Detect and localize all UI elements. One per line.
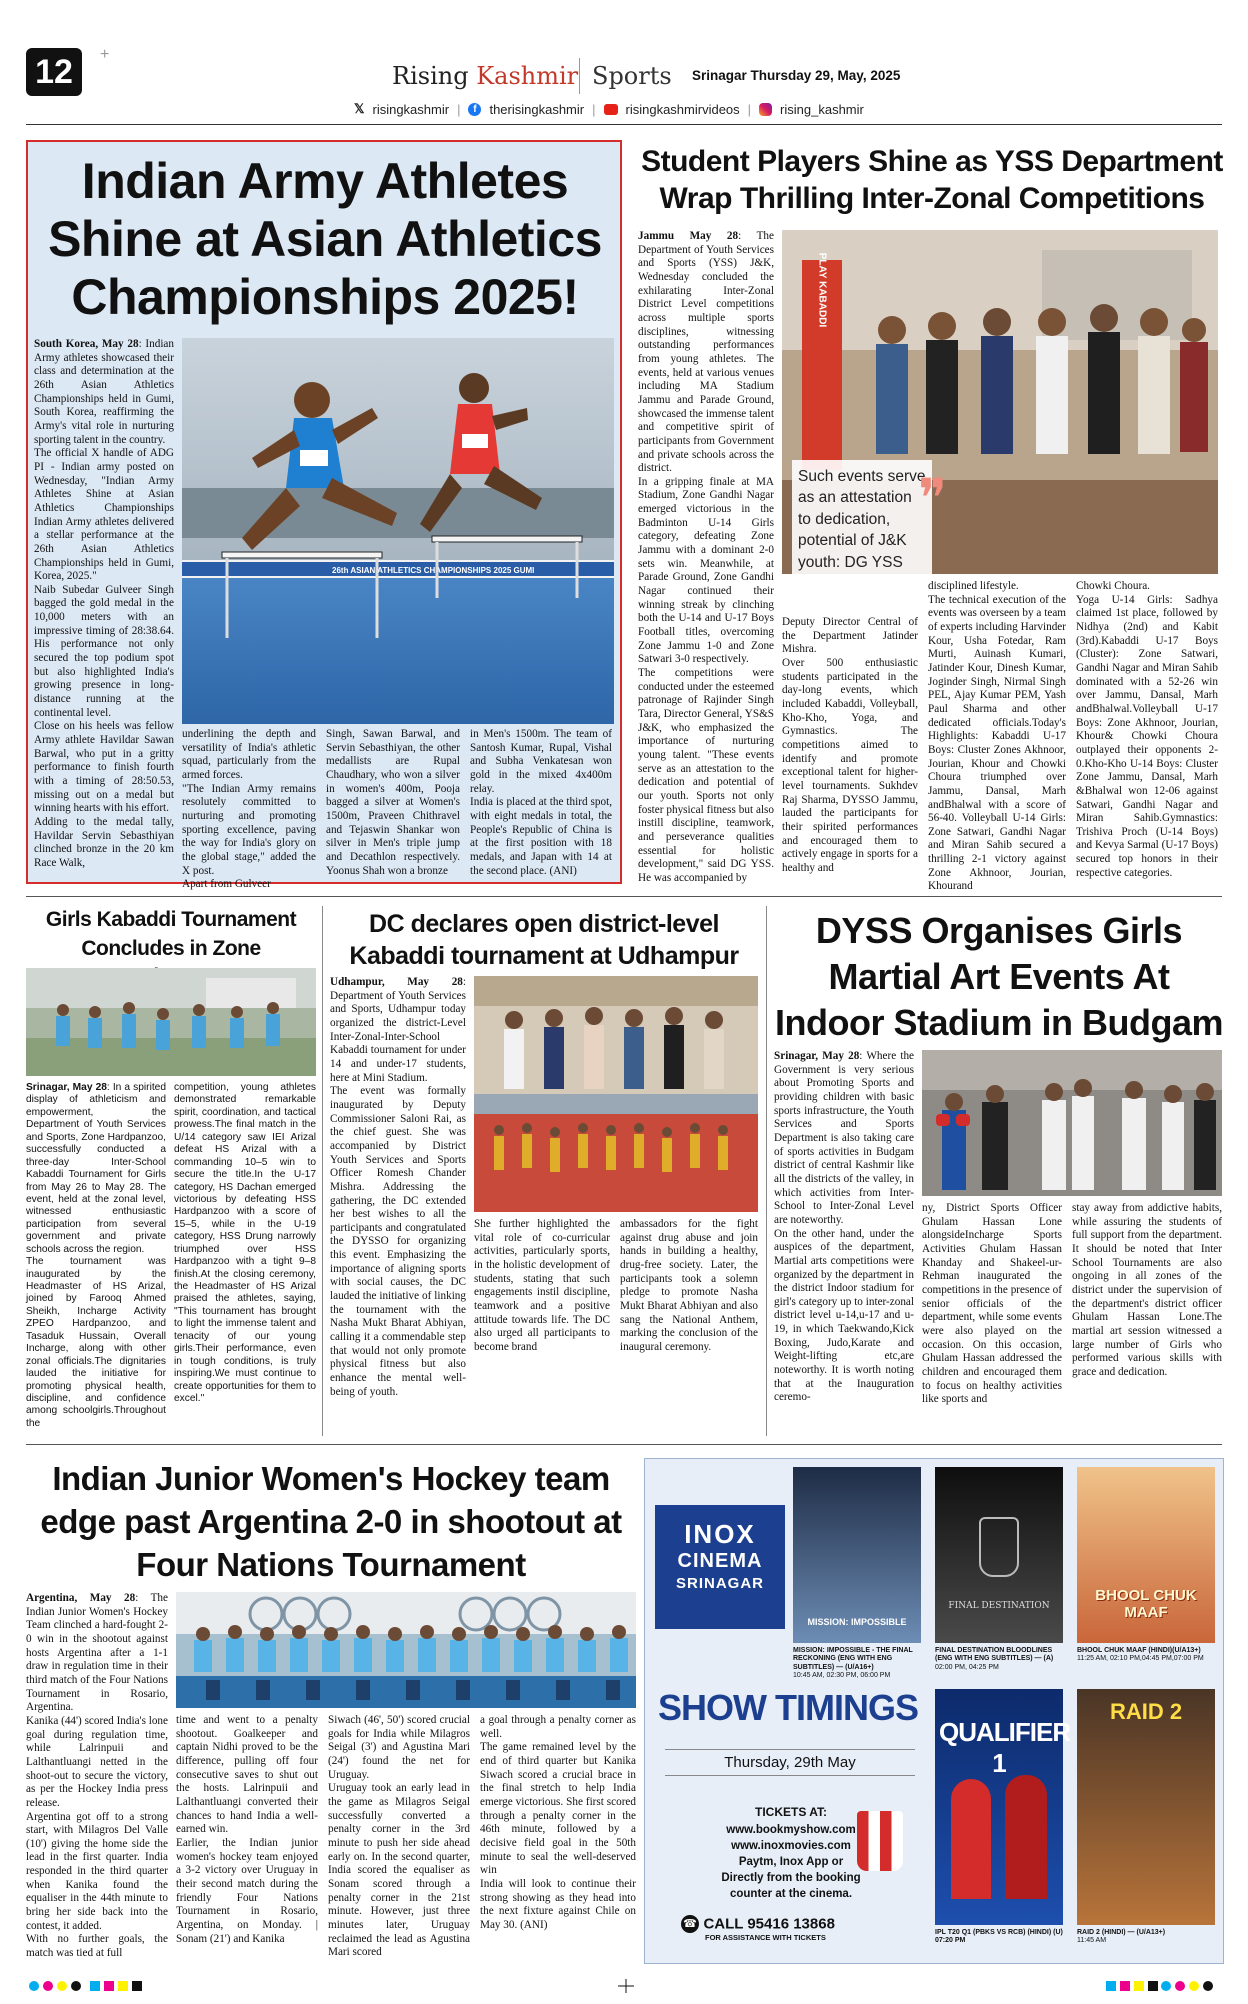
movie-caption: MISSION: IMPOSSIBLE - THE FINAL RECKONING (ENG WITH ENG SUBTITLES) — (U/A16+) 10:45 AM, 02:30 PM, 06:00 PM [793,1647,913,1680]
story-army-dateline: South Korea, May 28 [34,338,139,350]
movie-caption: IPL T20 Q1 (PBKS VS RCB) (HINDI) (U) 07:20 PM [935,1929,1063,1945]
poster-qualifier-1[interactable] [935,1689,1071,1925]
section-rule [26,1444,1222,1445]
tickets-title: TICKETS AT: [755,1805,827,1819]
social-bar: 𝕏 risingkashmir | f therisingkashmir | risingkashmirvideos | rising_kashmir [354,101,864,117]
story-udhampur-text: : Department of Youth Services and Sports, Udhampur today organized the district-Level Inter-Zonal-Inter-School Kabaddi tournament for under 14 and under-17 students, here at Mini Stadium. The event was formally inaugurated by Deputy Commissioner Saloni Rai, as the chief guest. She was accompanied by District Youth Services and Sports Officer Romesh Chander Mishra. Addressing the gathering, the DC extended her best wishes to all the participants and congratulated the DYSSO for organizing this event. Emphasizing the importance of aligning sports with social causes, the DC lauded the initiative of linking the tournament with the Nasha Mukt Bharat Abhiyan, calling it a commendable step that would not only promote physical fitness but also enhance the mental well-being of youth. [330,976,466,1398]
story-budgam-col3: stay away from addictive habits, while assuring the students of full support from the department. It should be noted that Inter School Tournaments are also ongoing in all zones of the district under the supervision of the department's district officer Ghulam Hassan Lone.The martial art session witnessed a large number of Girls who performed various skills with grace and dedication. [1072,1202,1222,1378]
section-rule [26,896,1222,897]
story-udhampur-col3: ambassadors for the fight against drug abuse and join hands in building a healthy, drug-free society. Later, the participants took a solemn pledge to promote Nasha Mukt Bharat Abhiyan and also sang the National Anthem, marking the conclusion of the inaugural ceremony. [620,1218,758,1353]
poster-title: RAID 2 [1109,1699,1183,1724]
story-army-col4: in Men's 1500m. The team of Santosh Kumar, Rupal, Vishal and Subha Venkatesan won gold in the mixed 4x400m relay. India is placed at the third spot, with eight medals in total, the People's Republic of China is at the first position with 18 medals, and Japan with 14 at the second place. (ANI) [470,728,612,877]
photo-girls-kabaddi [26,968,316,1076]
ticket-source: Directly from the booking [721,1872,861,1885]
story-yss-col1 [638,230,774,884]
column-rule [322,906,323,1436]
photo-hockey-team [176,1592,636,1708]
hockey-team-photo [176,1592,636,1708]
story-hockey-headline: Indian Junior Women's Hockey team edge past Argentina 2-0 in shootout at Four Nations Tournament [40,1460,622,1583]
poster-title: BHOOL CHUK MAAF [1095,1587,1197,1621]
photo-banner: 26th ASIAN ATHLETICS CHAMPIONSHIPS 2025 GUMI [332,566,535,575]
story-budgam-headline: DYSS Organises Girls Martial Art Events At Indoor Stadium in Budgam [775,910,1223,1044]
show-timings-title: SHOW TIMINGS [658,1687,918,1728]
story-hardpanzoo-text: : In a spirited display of athleticism and empowerment, the Department of Youth Services and Sports, Zone Hardpanzoo, successfully conducted a three-day Inter-School Kabaddi Tournament for Girls from May 26 to May 28. The event, held at the zonal level, witnessed enthusiastic participation from several government and private schools across the region. The tournament was inaugurated by the Headmaster of HS Arizal, joined by Farooq Ahmed Sheikh, Incharge Activity ZPEO Hardpanzoo, and Tasaduk Hussain, Overall Incharge, along with other zonal officials.The dignitaries lauded the initiative for promoting physical health, discipline, and confidence among schoolgirls.Throughout the [26,1082,166,1429]
social-handle[interactable]: risingkashmirvideos [625,101,740,117]
popcorn-icon [857,1811,903,1871]
movie-caption: RAID 2 (HINDI) — (U/A13+) 11:45 AM [1077,1929,1166,1945]
story-udhampur-dateline: Udhampur, May 28 [330,976,463,988]
photo-hurdlers [182,338,614,724]
story-army-headline: Indian Army Athletes Shine at Asian Athletics Championships 2025! [48,153,602,325]
story-hockey-col3: Siwach (46', 50') scored crucial goals for India while Milagros Seigal (3') and Agustina Mari (24') found the net for Uruguay. Uruguay took an early lead in the game as Milagros Seigal successfully converted a penalty corner in the 3rd minute to push her side ahead early on. In the second quarter, India scored the equaliser as Sonam scored through a penalty corner in the 21st minute. However, just three minutes later, Uruguay reclaimed the lead as Agustina Mari scored [328,1714,470,1959]
photo-banner: PLAY KABADDI [816,252,828,328]
photo-udhampur [474,976,758,1212]
story-army-col3: Singh, Sawan Barwal, and Servin Sebasthiyan, the other medallists are Rupal Chaudhary, who won a silver in women's 400m, Pooja bagged a silver at Women's 1500m, Praveen Chithravel and Tejaswin Shankar won silver in Men's triple jump and Decathlon respectively. Yoonus Shah won a bronze [326,728,460,877]
social-handle[interactable]: rising_kashmir [780,101,864,117]
story-hockey-col1 [26,1592,168,1962]
call-number: CALL 95416 13868 [703,1915,835,1933]
story-hardpanzoo-headline: Girls Kabaddi Tournament Concludes in Zone [45,908,297,960]
poster-bhool-chuk-maaf[interactable] [1077,1467,1215,1643]
phone-icon: ☎ [681,1915,699,1933]
movie-caption: BHOOL CHUK MAAF (HINDI)(U/A13+) 11:25 AM, 02:10 PM,04:45 PM,07:00 PM [1077,1647,1204,1663]
story-hockey-text: : The Indian Junior Women's Hockey Team clinched a hard-fought 2-0 win in the shootout against hosts Argentina after a 1-1 draw in regulation time in their third match of the Four Nations Tournament in Rosario, Argentina. Kanika (44') scored India's lone goal during regulation time, while Lalrinpuii and Lalthantluangi netted in the shoot-out to secure the victory, as per the Hockey India press release. Argentina got off to a strong start, with Milagros Del Valle (10') giving the home side the lead in the first quarter. India responded in the third quarter when Kanika found the equaliser in the 44th minute to bring her side back into the contest, it added. With no further goals, the match was tied at full [26,1592,168,1960]
story-hockey-col2: time and went to a penalty shootout. Goalkeeper and captain Nidhi proved to be the difference, pulling off four consecutive saves to shut out the hosts. Lalrinpuii and Lalthantluangi converted their chances to hand India a well-earned win. Earlier, the Indian junior women's hockey team enjoyed a 3-2 victory over Uruguay in their second match during the friendly Four Nations Tournament in Rosario, Argentina, on Monday. | Sonam (21') and Kanika [176,1714,318,1945]
show-date: Thursday, 29th May [665,1749,915,1776]
x-icon: 𝕏 [354,101,365,116]
section-name: Sports [592,62,672,90]
poster-title: FINAL DESTINATION [948,1601,1050,1611]
inox-brand: INOX [684,1519,756,1549]
story-hockey-dateline: Argentina, May 28 [26,1592,136,1604]
ticket-source: counter at the cinema. [729,1888,853,1901]
story-budgam-dateline: Srinagar, May 28 [774,1050,860,1062]
page-number-box [26,48,82,96]
pull-quote-text: Such events serve as an attestation to dedication, potential of J&K youth: DG YSS [798,468,926,571]
poster-mission-impossible[interactable] [793,1467,921,1643]
column-rule [766,906,767,1436]
ticket-source[interactable]: www.bookmyshow.com [726,1824,856,1836]
story-yss-col3: disciplined lifestyle. The technical execution of the events was overseen by a team of experts including Harvinder Kour, Usha Fotedar, Ram Murti, Auinash Kumari, Jatinder Kour, Dinesh Kumar, Joginder Singh, Nirmal Singh PEL, Ajay Kumar PEM, Yash Paul Sharma and other dedicated officials.Today's Highlights: Kabaddi U-17 Boys: Cluster Zones Akhnoor, Jourian, Khour and Chowki Choura triumphed over Jammu, Dansal, Marh andBhalwal with a score of 56-40. Volleyball U-14 Girls: Zone Satwari, Gandhi Nagar and Miran Sahib secured a thrilling 2-1 victory against Zone Akhnoor, Jourian, Khourand [928,580,1066,893]
story-budgam-col1 [774,1050,914,1436]
story-army-col2: underlining the depth and versatility of India's athletic squad, particularly from the armed forces. "The Indian Army remains resolutely committed to nurturing and promoting sporting excellence, paving the way for India's glory on the global stage," added the X post. Apart from Gulveer [182,728,316,891]
poster-title: MISSION: IMPOSSIBLE [807,1617,907,1627]
story-udhampur-col1 [330,976,466,1436]
hurdlers-photo [182,338,614,724]
story-budgam-text: : Where the Government is very serious about Promoting Sports and providing children with basic sports infrastructure, the Youth Services and Sports Department is also taking care of sports activities in Budgam district of central Kashmir like all the districts of the valley, in which activities from Inter-School to Inter-Zonal Level are noteworthy. On the other hand, under the auspices of the department, Martial arts competitions were organized by the department in the district Indoor stadium for girl's category up to inter-zonal district level u-14,u-17 and u-19, in which Taekwando,Kick Boxing, Judo,Karate and Weight-lifting etc,are noteworthy. It is worth noting that at the Inauguration ceremo- [774,1050,915,1404]
poster-final-destination[interactable] [935,1467,1063,1643]
girls-kabaddi-photo [26,968,316,1076]
color-bar [26,1979,1222,1993]
story-hardpanzoo-col1 [26,1082,166,1436]
youtube-icon [604,104,618,115]
poster-raid-2[interactable] [1077,1689,1215,1925]
photo-budgam [922,1050,1222,1196]
story-udhampur-col2: She further highlighted the vital role of co-curricular activities, particularly sports, in the holistic development of students, stating that such engagements instil discipline, teamwork and a positive attitude towards life. The DC also urged all participants to become brand [474,1218,610,1353]
inox-cinema: CINEMA [677,1550,763,1572]
story-yss-text: : The Department of Youth Services and Sports (YSS) J&K, Wednesday concluded the exhilarating Inter-Zonal District Level competitions across multiple sports disciplines, witnessing outstanding performances from young athletes. The events, held at various venues including MA Stadium Jammu and Parade Ground, showcased the immense talent and competitive spirit of participants from Government and private schools across the district. In a gripping finale at MA Stadium, Zone Gandhi Nagar emerged victorious in the Badminton U-14 Girls category, defeating Zone Jammu with a dominant 2-0 sets win. Meanwhile, at Parade Ground, Zone Gandhi Nagar continued their winning streak by clinching both the U-14 and U-17 Boys Football titles, overcoming Zone Jammu 1-0 and Zone Satwari 3-0 respectively. The competitions were conducted under the esteemed patronage of Rajinder Singh Tara, Director General, YS&S J&K, who emphasized the importance of nurturing young talent. "These events serve as an attestation to the dedication and potential of our youth. Sports not only foster physical fitness but also instill discipline, teamwork, and perseverance qualities essential for holistic development," said DG YSS. He was accompanied by [638,230,774,884]
story-yss-headline: Student Players Shine as YSS Department Wrap Thrilling Inter-Zonal Competitions [641,145,1223,215]
movie-caption: FINAL DESTINATION BLOODLINES (ENG WITH ENG SUBTITLES) — (A) 02:00 PM, 04:25 PM [935,1647,1054,1671]
ticket-source: Paytm, Inox App or [738,1856,844,1869]
poster-title: QUALIFIER 1 [939,1717,1071,1778]
story-hardpanzoo-col2: competition, young athletes demonstrated remarkable spirit, coordination, and tactical prowess.The final match in the U/14 category saw IEI Arizal defeat HS Arizal with a commanding 10–5 win to secure the title.In the U-17 category, HS Dachan emerged victorious by defeating HSS Hardpanzoo with a score of 15–5, while in the U-19 category, HSS Drung narrowly triumphed over HSS Hardpanzoo with a tight 9–8 finish.At the closing ceremony, the Headmaster of HS Arizal praised the athletes, saying, "This tournament has brought to light the immense talent and tenacity of our young girls.Their performance, even in tough conditions, is truly inspiring.We must continue to create opportunities for them to excel." [174,1082,316,1404]
story-yss-dateline: Jammu May 28 [638,230,739,242]
inox-logo-block [655,1505,785,1629]
instagram-icon [759,103,772,116]
story-hockey-col4: a goal through a penalty corner as well. The game remained level by the end of third quarter but Kanika Siwach scored a crucial brace in the final stretch to help India emerge victorious. She first scored through a penalty corner in the 46th minute, followed by a decisive field goal in the 50th minute to seal the well-deserved win India will look to continue their strong showing as they head into the next fixture against Chile on May 30. (ANI) [480,1714,636,1931]
inox-ad [644,1458,1224,1964]
inox-city: SRINAGAR [675,1575,764,1592]
social-handle[interactable]: risingkashmir [372,101,450,117]
ticket-source[interactable]: www.inoxmovies.com [731,1840,851,1853]
dateline: Srinagar Thursday 29, May, 2025 [692,68,901,83]
page-number: 12 [35,53,73,91]
print-registration-bar [26,1978,1222,1992]
story-hardpanzoo-dateline: Srinagar, May 28 [26,1082,107,1093]
story-budgam-col2: ny, District Sports Officer Ghulam Hassan Lone alongsideIncharge Sports Activities Ghulam Hassan Khanday and Shakeel-ur-Rehman inaugurated the competitions in the presence of senior officials of the department, while some events were also played on the occasion. On this occasion, Ghulam Hassan addressed the children and encouraged them to focus on healthy activities like sports and [922,1202,1062,1406]
call-sub: FOR ASSISTANCE WITH TICKETS [705,1933,826,1943]
masthead-divider [579,58,580,94]
story-udhampur-headline: DC declares open district-level Kabaddi tournament at Udhampur [349,910,739,970]
story-yss-col2: Deputy Director Central of the Department Jatinder Mishra. Over 500 enthusiastic students participated in the day-long events, which included Kabaddi, Volleyball, Kho-Kho, Yoga, and Gymnastics. The competitions aimed to identify and promote exceptional talent for higher-level tournaments. Sukhdev Raj Sharma, DYSSO Jammu, lauded the participants for their spirited performances and encouraged them to actively engage in sports for a healthy and [782,616,918,874]
call-line[interactable] [681,1915,901,1942]
story-army-col1 [34,338,174,874]
budgam-photo [922,1050,1222,1196]
udhampur-photo [474,976,758,1212]
social-handle[interactable]: therisingkashmir [489,101,585,117]
yss-pull-quote [792,460,932,610]
facebook-icon: f [468,103,481,116]
story-yss-col4: Chowki Choura. Yoga U-14 Girls: Sadhya claimed 1st place, followed by Nidhya (2nd) and Kabit (3rd).Kabaddi U-17 Boys (Cluster): Zone Satwari, Gandhi Nagar and Miran Sahib dominated with a 52-26 win over Jammu, Dansal, Marh andBhalwal.Volleyball U-17 Boys: Zone Akhnoor, Jourian, Khour& Chowki Choura outplayed their opponents 2-0.Kho-Kho U-14 Boys: Cluster Zone Jammu, Dansal, Marh &Bhalwal won 12-06 against Satwari, Gandhi Nagar and Miran Sahib.Gymnastics: Trishiva Proch (U-14 Boys) and Kevya Sarmal (U-17 Boys) secured top honors in their respective categories. [1076,580,1218,879]
masthead-rule [26,124,1222,125]
masthead-plus: + [100,46,110,63]
story-army-text: : Indian Army athletes showcased their class and determination at the 26th Asian Athletics Championships held in Gumi, South Korea, reaffirming the Army's vital role in nurturing sporting talent in the country. The official X handle of ADG PI - Indian army posted on Wednesday, "Indian Army Athletes Shine at Asian Athletics Championships Indian Army athletes delivered a stellar performance at the 26th Asian Athletics Championships held in Gumi, Korea, 2025." Naib Subedar Gulveer Singh bagged the gold medal in the 10,000 meters with an impressive timing of 28:38.64. His performance not only secured the top podium spot but also highlighted India's growing presence in long-distance running at the continental level. Close on his heels was fellow Army athlete Havildar Sawan Barwal, who put in a gritty performance to finish fourth with a timing of 28:50.53, missing out on a medal but winning hearts with his effort. Adding to the medal tally, Havildar Servin Sebasthiyan clinched bronze in the 20 km Race Walk, [34,338,174,869]
quote-mark-icon: ❞ [918,467,948,530]
brand-logo: Rising Kashmir [392,62,579,90]
